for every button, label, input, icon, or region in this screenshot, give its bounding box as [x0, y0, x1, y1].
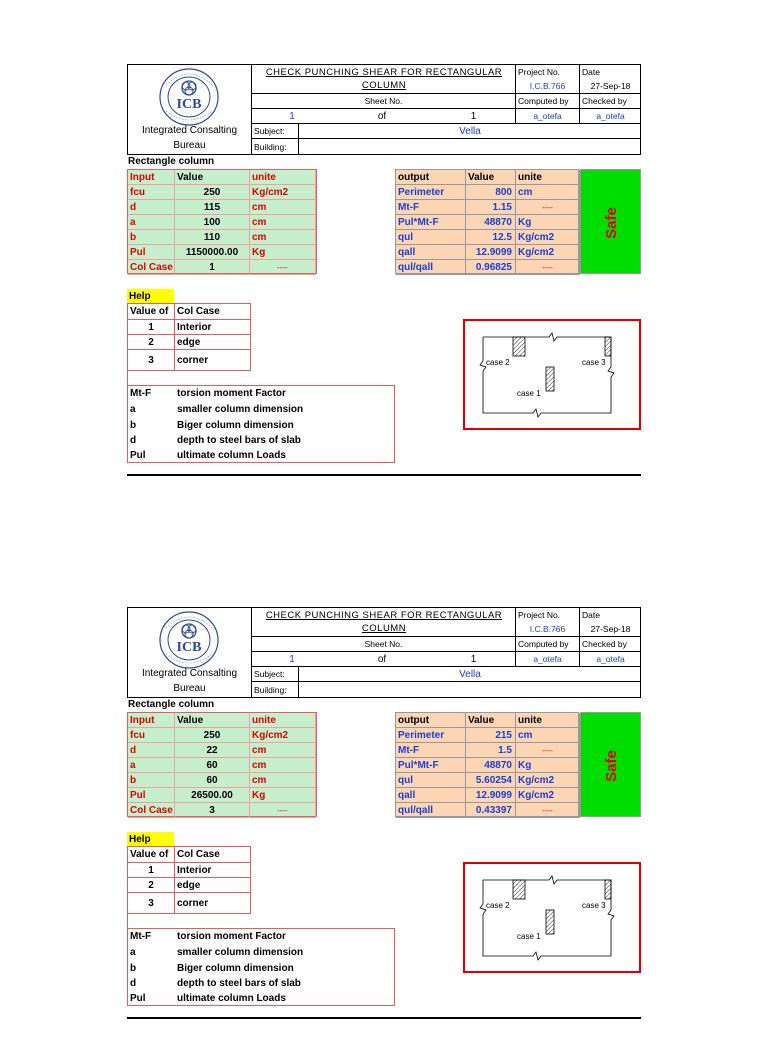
- subject-value: Vella: [299, 667, 641, 682]
- output-name: Perimeter: [396, 185, 466, 200]
- output-value: 0.43397: [466, 803, 516, 818]
- input-unit: Kg/cm2: [250, 728, 316, 743]
- input-value[interactable]: 1150000.00: [175, 245, 250, 260]
- input-unit: Kg/cm2: [250, 185, 316, 200]
- col-case-name: corner: [177, 354, 209, 366]
- building-label: Building:: [252, 682, 299, 698]
- input-name: d: [128, 200, 175, 215]
- computed-by: a_otefa: [516, 652, 580, 667]
- company-name-line1: Integrated Consalting: [141, 667, 238, 679]
- output-name: Perimeter: [396, 728, 466, 743]
- input-name: a: [128, 758, 175, 773]
- output-header-value: Value: [466, 170, 516, 185]
- input-value[interactable]: 22: [175, 743, 250, 758]
- input-unit: cm: [250, 743, 316, 758]
- corner-column: [605, 880, 611, 899]
- output-value: 48870: [466, 215, 516, 230]
- input-header-value: Value: [175, 170, 250, 185]
- col-case-header-name: Col Case: [175, 847, 251, 863]
- input-unit: cm: [250, 200, 316, 215]
- col-case-name: edge: [175, 878, 251, 893]
- output-unit: cm: [516, 728, 580, 743]
- definition-symbol: b: [130, 419, 137, 431]
- sheet-total: 1: [432, 652, 516, 667]
- checked-by-label: Checked by: [580, 637, 641, 652]
- col-case-name: corner: [177, 897, 209, 909]
- input-name: fcu: [128, 728, 175, 743]
- definitions-table: [127, 385, 395, 463]
- input-value[interactable]: 1: [175, 260, 250, 275]
- input-value[interactable]: 250: [175, 728, 250, 743]
- input-unit: Kg: [250, 788, 316, 803]
- edge-column: [513, 337, 525, 356]
- input-unit: ----: [250, 803, 316, 818]
- definition-symbol: d: [130, 435, 137, 446]
- output-name: Mt-F: [396, 743, 466, 758]
- corner-column: [605, 337, 611, 356]
- input-header-input: Input: [128, 170, 175, 185]
- output-header-output: output: [396, 713, 466, 728]
- input-value[interactable]: 250: [175, 185, 250, 200]
- input-unit: Kg: [250, 245, 316, 260]
- definition-symbol: Pul: [130, 450, 146, 461]
- definition-symbol: d: [130, 978, 137, 989]
- sheet-no-label: Sheet No.: [252, 94, 516, 109]
- output-value: 12.5: [466, 230, 516, 245]
- definition-symbol: a: [130, 403, 136, 415]
- col-case-table: [127, 303, 251, 371]
- output-name: qul/qall: [396, 260, 466, 275]
- output-name: Mt-F: [396, 200, 466, 215]
- input-value[interactable]: 100: [175, 215, 250, 230]
- company-name-line2: Bureau: [173, 682, 206, 694]
- sheet-number: 1: [252, 652, 332, 667]
- section-title: Rectangle column: [128, 156, 215, 167]
- building-label: Building:: [252, 139, 299, 155]
- definition-symbol: Mt-F: [130, 388, 152, 399]
- input-table: [127, 712, 317, 817]
- date-value: 27-Sep-18: [580, 79, 641, 94]
- status-label: Safe: [602, 750, 620, 782]
- input-unit: cm: [250, 215, 316, 230]
- interior-column: [546, 910, 554, 934]
- company-name-line1: Integrated Consalting: [141, 124, 238, 136]
- output-unit: Kg/cm2: [516, 788, 580, 803]
- definition-text: ultimate column Loads: [177, 450, 286, 461]
- definitions-table: [127, 928, 395, 1006]
- sheet-no-label: Sheet No.: [252, 637, 516, 652]
- date-value: 27-Sep-18: [580, 622, 641, 637]
- title-line2: COLUMN: [361, 623, 407, 634]
- checked-by: a_otefa: [580, 652, 641, 667]
- col-case-value: 3: [128, 893, 175, 913]
- definition-text: depth to steel bars of slab: [177, 435, 301, 446]
- subject-label: Subject:: [252, 124, 299, 139]
- output-name: Pul*Mt-F: [396, 215, 466, 230]
- output-header-unite: unite: [516, 713, 580, 728]
- output-header-value: Value: [466, 713, 516, 728]
- project-no-label: Project No.: [516, 64, 580, 79]
- input-header-unite: unite: [250, 170, 316, 185]
- logo-area: [127, 64, 252, 155]
- definition-symbol: b: [130, 962, 137, 974]
- output-value: 1.5: [466, 743, 516, 758]
- output-header-unite: unite: [516, 170, 580, 185]
- sheet-total: 1: [432, 109, 516, 124]
- output-value: 1.15: [466, 200, 516, 215]
- input-name: a: [128, 215, 175, 230]
- output-value: 800: [466, 185, 516, 200]
- input-table: [127, 169, 317, 274]
- input-value[interactable]: 60: [175, 758, 250, 773]
- input-unit: ----: [250, 260, 316, 275]
- interior-column: [546, 367, 554, 391]
- sheet-separator: [127, 474, 641, 476]
- input-name: Col Case: [128, 260, 175, 275]
- definition-text: torsion moment Factor: [177, 388, 286, 399]
- input-name: Pul: [128, 245, 175, 260]
- output-value: 0.96825: [466, 260, 516, 275]
- project-no: I.C.B.766: [516, 622, 580, 637]
- output-unit: ----: [516, 200, 580, 215]
- column-cases-diagram: [463, 862, 641, 973]
- col-case-value: 2: [128, 335, 175, 350]
- definition-text: depth to steel bars of slab: [177, 978, 301, 989]
- help-title: Help: [127, 832, 174, 846]
- output-unit: ----: [516, 743, 580, 758]
- col-case-name: edge: [175, 335, 251, 350]
- sheet-separator: [127, 1017, 641, 1019]
- svg-text:case 1: case 1: [517, 932, 541, 941]
- col-case-header-value: Value of: [128, 847, 175, 863]
- calc-sheet-2: [127, 607, 641, 1037]
- status-label: Safe: [602, 207, 620, 239]
- input-name: fcu: [128, 185, 175, 200]
- output-unit: Kg/cm2: [516, 245, 580, 260]
- input-name: d: [128, 743, 175, 758]
- output-name: qall: [396, 788, 466, 803]
- col-case-name: Interior: [175, 320, 251, 335]
- input-header-unite: unite: [250, 713, 316, 728]
- company-logo: [158, 610, 220, 670]
- output-value: 12.9099: [466, 245, 516, 260]
- title-line1: CHECK PUNCHING SHEAR FOR RECTANGULAR: [265, 610, 503, 621]
- col-case-table: [127, 846, 251, 914]
- input-value[interactable]: 115: [175, 200, 250, 215]
- output-unit: Kg/cm2: [516, 230, 580, 245]
- definition-text: Biger column dimension: [177, 419, 294, 431]
- svg-text:ICB: ICB: [176, 97, 202, 112]
- definition-text: ultimate column Loads: [177, 993, 286, 1004]
- subject-label: Subject:: [252, 667, 299, 682]
- input-value[interactable]: 3: [175, 803, 250, 818]
- output-name: qall: [396, 245, 466, 260]
- company-name-line2: Bureau: [173, 139, 206, 151]
- edge-column: [513, 880, 525, 899]
- output-value: 5.60254: [466, 773, 516, 788]
- output-value: 12.9099: [466, 788, 516, 803]
- sheet-of: of: [332, 652, 432, 667]
- project-no: I.C.B.766: [516, 79, 580, 94]
- input-value[interactable]: 26500.00: [175, 788, 250, 803]
- section-title: Rectangle column: [128, 699, 215, 710]
- col-case-header-value: Value of: [128, 304, 175, 320]
- company-logo: [158, 67, 220, 127]
- col-case-value: 1: [128, 320, 175, 335]
- output-name: qul/qall: [396, 803, 466, 818]
- checked-by-label: Checked by: [580, 94, 641, 109]
- output-value: 215: [466, 728, 516, 743]
- definition-symbol: Mt-F: [130, 931, 152, 942]
- svg-text:ICB: ICB: [176, 640, 202, 655]
- svg-text:case 3: case 3: [582, 358, 606, 367]
- col-case-header-name: Col Case: [175, 304, 251, 320]
- input-value[interactable]: 110: [175, 230, 250, 245]
- slab-diagram: [465, 321, 639, 428]
- input-unit: cm: [250, 758, 316, 773]
- input-header-value: Value: [175, 713, 250, 728]
- svg-text:case 1: case 1: [517, 389, 541, 398]
- sheet-number: 1: [252, 109, 332, 124]
- svg-text:case 2: case 2: [486, 358, 510, 367]
- svg-text:case 3: case 3: [582, 901, 606, 910]
- definition-text: smaller column dimension: [177, 403, 304, 415]
- col-case-value: 3: [128, 350, 175, 370]
- date-label: Date: [582, 66, 600, 77]
- definition-symbol: Pul: [130, 993, 146, 1004]
- input-unit: cm: [250, 773, 316, 788]
- input-name: b: [128, 230, 175, 245]
- title-line2: COLUMN: [361, 80, 407, 91]
- input-name: Col Case: [128, 803, 175, 818]
- date-label: Date: [582, 609, 600, 620]
- sheet-title: [252, 607, 516, 637]
- output-unit: Kg: [516, 215, 580, 230]
- col-case-value: 1: [128, 863, 175, 878]
- computed-by: a_otefa: [516, 109, 580, 124]
- definition-symbol: a: [130, 946, 136, 958]
- input-header-input: Input: [128, 713, 175, 728]
- output-unit: ----: [516, 803, 580, 818]
- svg-text:case 2: case 2: [486, 901, 510, 910]
- output-table: [395, 169, 579, 274]
- input-name: b: [128, 773, 175, 788]
- input-unit: cm: [250, 230, 316, 245]
- output-value: 48870: [466, 758, 516, 773]
- definition-text: torsion moment Factor: [177, 931, 286, 942]
- checked-by: a_otefa: [580, 109, 641, 124]
- output-unit: cm: [516, 185, 580, 200]
- calc-sheet-1: [127, 64, 641, 494]
- sheet-title: [252, 64, 516, 94]
- computed-by-label: Computed by: [516, 94, 580, 109]
- output-name: qul: [396, 773, 466, 788]
- output-unit: Kg: [516, 758, 580, 773]
- status-box: [580, 712, 641, 817]
- slab-diagram: [465, 864, 639, 971]
- definition-text: smaller column dimension: [177, 946, 304, 958]
- logo-area: [127, 607, 252, 698]
- output-unit: ----: [516, 260, 580, 275]
- title-line1: CHECK PUNCHING SHEAR FOR RECTANGULAR: [265, 67, 503, 78]
- subject-value: Vella: [299, 124, 641, 139]
- column-cases-diagram: [463, 319, 641, 430]
- output-name: Pul*Mt-F: [396, 758, 466, 773]
- input-value[interactable]: 60: [175, 773, 250, 788]
- col-case-name: Interior: [175, 863, 251, 878]
- help-title: Help: [127, 289, 174, 303]
- computed-by-label: Computed by: [516, 637, 580, 652]
- output-name: qul: [396, 230, 466, 245]
- status-box: [580, 169, 641, 274]
- definition-text: Biger column dimension: [177, 962, 294, 974]
- project-no-label: Project No.: [516, 607, 580, 622]
- output-table: [395, 712, 579, 817]
- output-header-output: output: [396, 170, 466, 185]
- output-unit: Kg/cm2: [516, 773, 580, 788]
- input-name: Pul: [128, 788, 175, 803]
- col-case-value: 2: [128, 878, 175, 893]
- sheet-of: of: [332, 109, 432, 124]
